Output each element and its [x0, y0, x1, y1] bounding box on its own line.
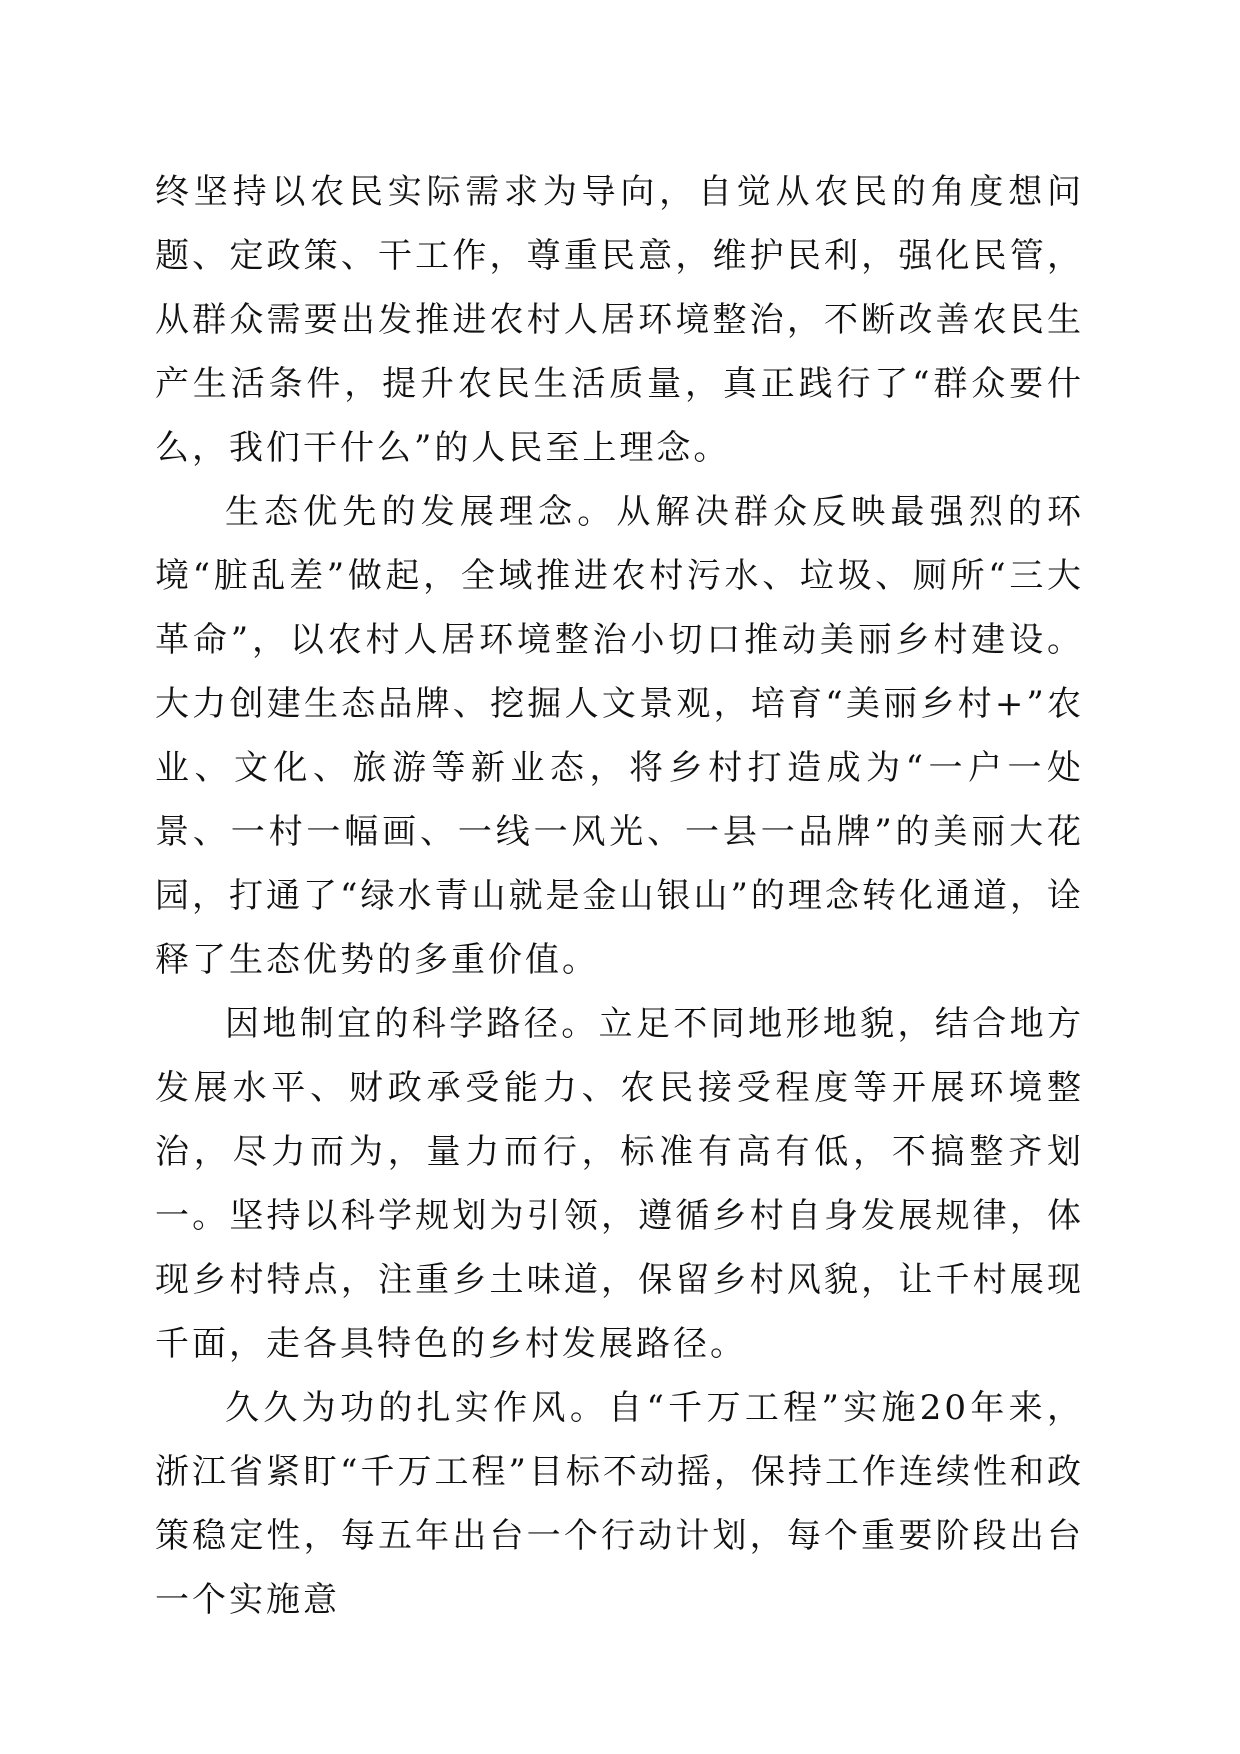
document-body	[155, 160, 1084, 1632]
paragraph-work-style: 久久为功的扎实作风。自“千万工程”实施20年来，浙江省紧盯“千万工程”目标不动摇，保持工作连续性和政策稳定性，每五年出台一个行动计划，每个重要阶段出台一个实施意	[155, 1388, 1084, 1620]
paragraph-continuation: 终坚持以农民实际需求为导向，自觉从农民的角度想问题、定政策、干工作，尊重民意，维护民利，强化民管，从群众需要出发推进农村人居环境整治，不断改善农民生产生活条件，提升农民生活质量，真正践行了“群众要什么，我们干什么”的人民至上理念。	[155, 172, 1084, 468]
paragraph-local-conditions: 因地制宜的科学路径。立足不同地形地貌，结合地方发展水平、财政承受能力、农民接受程度等开展环境整治，尽力而为，量力而行，标准有高有低，不搞整齐划一。坚持以科学规划为引领，遵循乡村自身发展规律，体现乡村特点，注重乡土味道，保留乡村风貌，让千村展现千面，走各具特色的乡村发展路径。	[155, 1004, 1084, 1364]
paragraph-ecology: 生态优先的发展理念。从解决群众反映最强烈的环境“脏乱差”做起，全域推进农村污水、垃圾、厕所“三大革命”，以农村人居环境整治小切口推动美丽乡村建设。大力创建生态品牌、挖掘人文景观，培育“美丽乡村+”农业、文化、旅游等新业态，将乡村打造成为“一户一处景、一村一幅画、一线一风光、一县一品牌”的美丽大花园，打通了“绿水青山就是金山银山”的理念转化通道，诠释了生态优势的多重价值。	[155, 492, 1084, 980]
